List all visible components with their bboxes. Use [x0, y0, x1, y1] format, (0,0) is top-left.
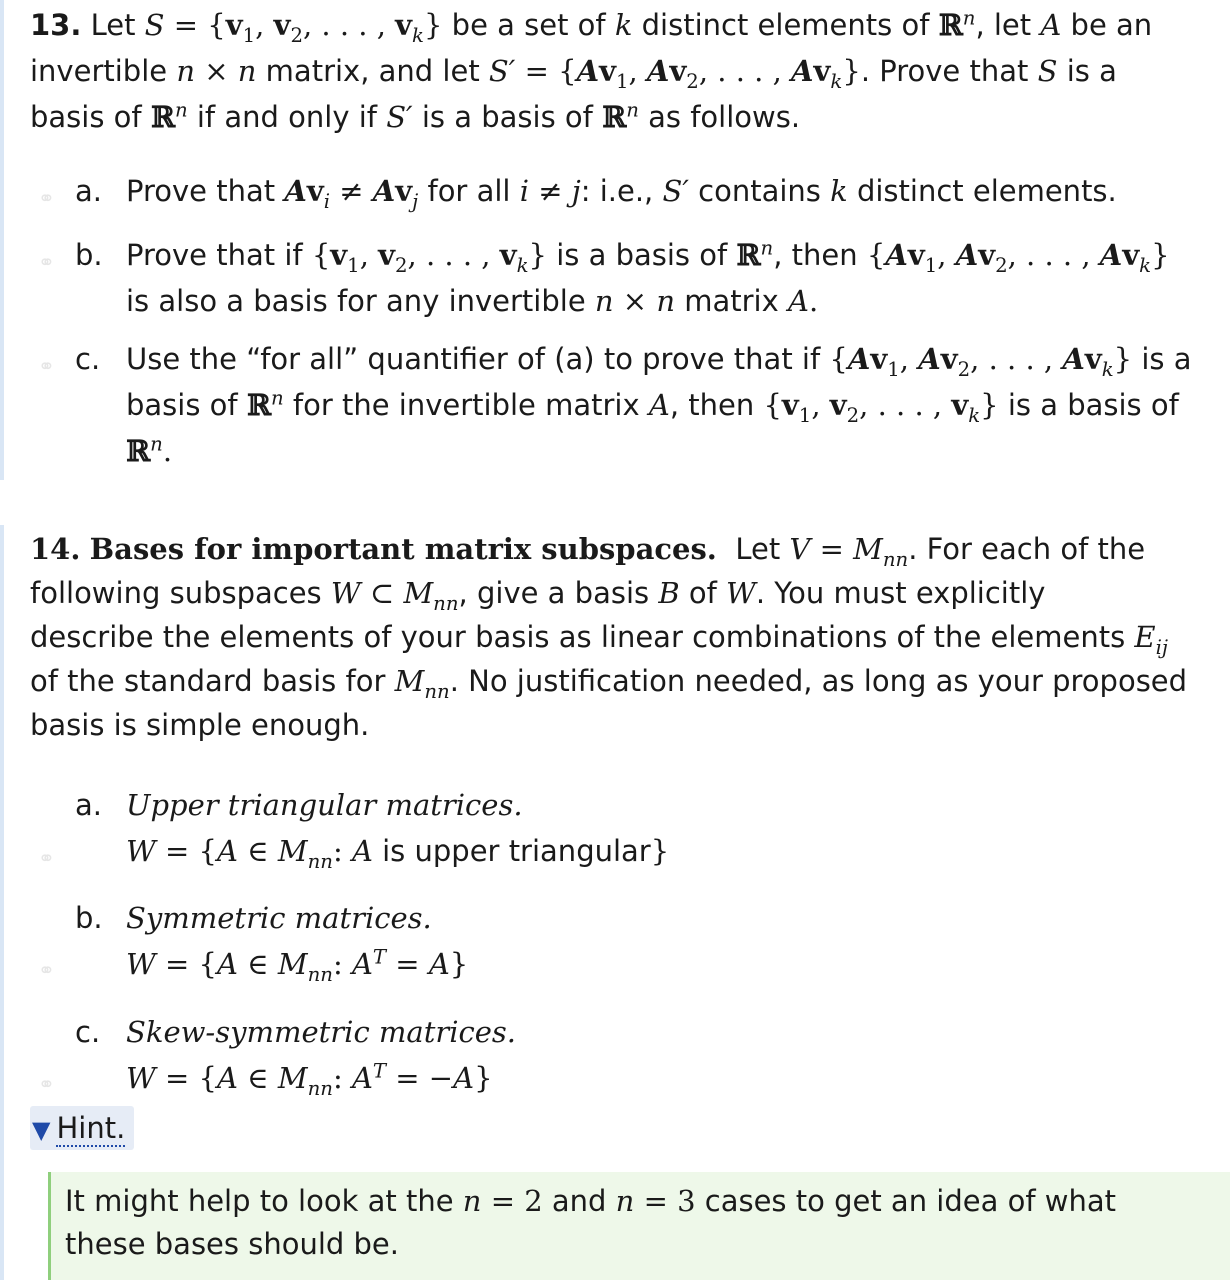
- item-title: Symmetric matrices.: [126, 901, 432, 935]
- problem-14-intro: 14. Bases for important matrix subspaces. Let $V = M_{nn}$. For each of the following subspaces W ⊂ $M_{nn}$, give a basis B of W. You must explicitly describe the elements of your basis as linear combinations of the elements $E_{ij}$ of the standard basis for $M_{nn}$. No justification needed, as long as your proposed basis is simple enough.: [30, 532, 1188, 742]
- margin-bar-13: [0, 0, 4, 480]
- problem-number: 14.: [30, 532, 81, 566]
- item-title: Skew-symmetric matrices.: [126, 1015, 516, 1049]
- link-icon[interactable]: ⚭: [38, 1072, 55, 1096]
- problem-number: 13.: [30, 8, 82, 42]
- hint-toggle[interactable]: ▼ Hint.: [30, 1106, 134, 1150]
- margin-bar-14: [0, 525, 4, 1280]
- problem-13c: c. Use the “for all” quantifier of (a) to prove that if {$Av_1$, $Av_2$, . . . , $Av_k$} is a basis of ℝ$^n$ for the invertible matrix A, then {$v_1$, $v_2$, . . . , $v_k$} is a basis of ℝ$^n$.: [75, 342, 1192, 468]
- link-icon[interactable]: ⚭: [38, 958, 55, 982]
- problem-13-intro: 13. Let $S = \{v_1$, $v_2$, . . . , $v_k$} be a set of k distinct elements of ℝ$^n$, let A be an invertible n × n matrix, and let $S' = \{Av_1$, $Av_2$, . . . , $Av_k$}. Prove that S is a basis of ℝ$^n$ if and only if S′ is a basis of ℝ$^n$ as follows.: [30, 6, 1153, 134]
- problem-title: Bases for important matrix subspaces.: [89, 532, 717, 566]
- item-title: Upper triangular matrices.: [126, 788, 523, 822]
- triangle-down-icon: ▼: [32, 1116, 51, 1144]
- link-icon[interactable]: ⚭: [38, 250, 55, 274]
- problem-13a: a. Prove that $Av_i \ne Av_j$ for all i ≠ j: i.e., S′ contains k distinct elements.: [75, 174, 1117, 213]
- hint-content: It might help to look at the n = 2 and n = 3 cases to get an idea of what these bases should be.: [48, 1172, 1230, 1280]
- link-icon[interactable]: ⚭: [38, 186, 55, 210]
- link-icon[interactable]: ⚭: [38, 354, 55, 378]
- link-icon[interactable]: ⚭: [38, 846, 55, 870]
- problem-14c: c. Skew-symmetric matrices. W = {A ∈ $M_{nn}$: $A^T = -A$}: [75, 1009, 1225, 1101]
- problem-13b: b. Prove that if {$v_1$, $v_2$, . . . , $v_k$} is a basis of ℝ$^n$, then {$Av_1$, $Av_2$, . . . , $Av_k$} is also a basis for any invertible n × n matrix A.: [75, 236, 1170, 318]
- problem-14b: b. Symmetric matrices. W = {A ∈ $M_{nn}$: $A^T = A$}: [75, 895, 1225, 987]
- problem-14a: a. Upper triangular matrices. W = {A ∈ $M_{nn}$: A is upper triangular}: [75, 782, 1225, 874]
